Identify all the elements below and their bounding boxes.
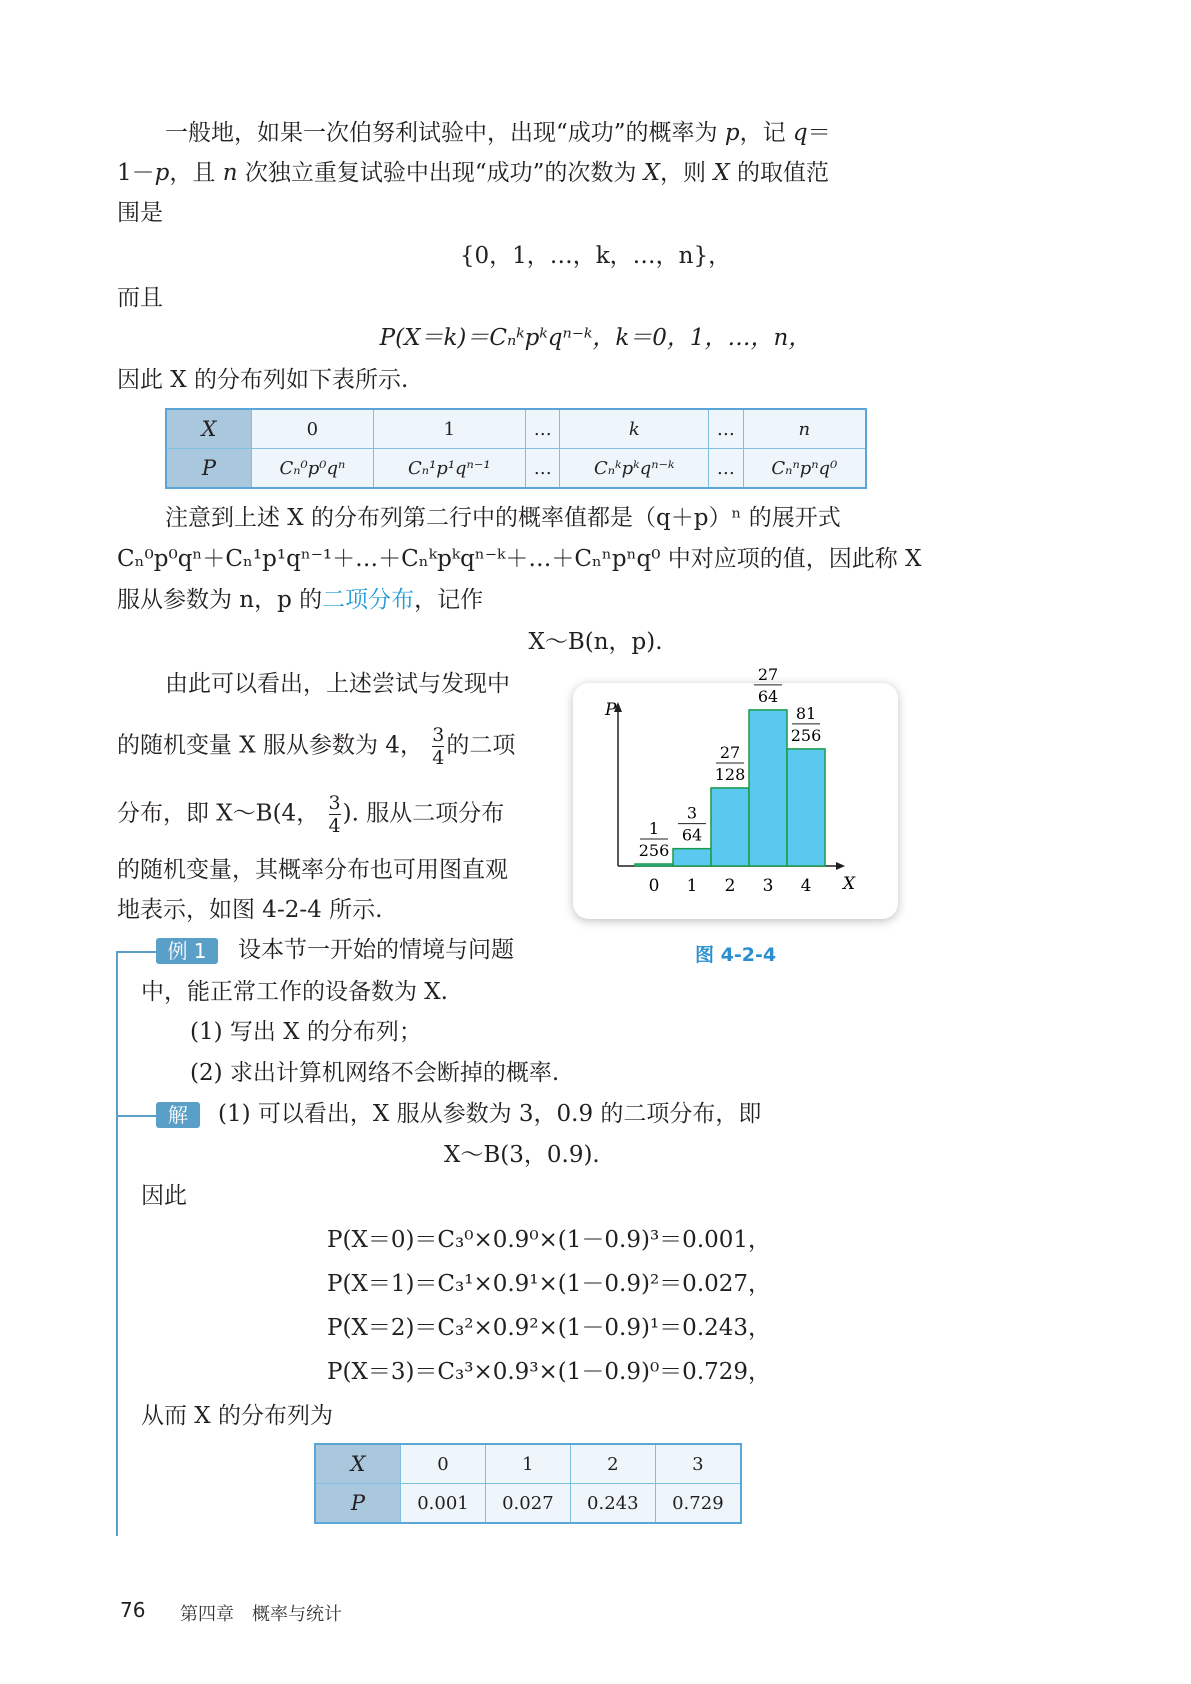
table-cell: … <box>525 449 560 489</box>
fraction-denominator: 4 <box>328 815 341 837</box>
text: 的随机变量 X 服从参数为 4， <box>117 732 423 759</box>
probability-histogram <box>573 664 898 919</box>
and-text: 而且 <box>117 285 163 311</box>
histogram-bar <box>673 849 711 866</box>
text: 次独立重复试验中出现“成功”的次数为 <box>237 160 644 186</box>
table-cell: … <box>525 409 560 449</box>
table-cell: 0 <box>401 1444 486 1484</box>
x-tick-label: 0 <box>648 876 660 896</box>
solution-conclusion: 从而 X 的分布列为 <box>141 1403 333 1429</box>
figure-caption: 图 4-2-4 <box>695 944 777 966</box>
text: ，记作 <box>414 587 484 613</box>
table-cell: X <box>166 409 252 449</box>
example-question1: (1) 写出 X 的分布列； <box>190 1019 422 1045</box>
text: ). 服从二项分布 <box>342 800 505 827</box>
table-cell: 0 <box>252 409 374 449</box>
table-cell: k <box>560 409 709 449</box>
text: 一般地，如果一次伯努利试验中，出现“成功”的概率为 <box>165 120 725 146</box>
x-tick-label: 3 <box>762 876 774 896</box>
table-cell: 1 <box>485 1444 570 1484</box>
figure-card <box>573 664 898 919</box>
table-cell: 2 <box>570 1444 655 1484</box>
text: 1－ <box>117 160 155 186</box>
para2-line2: Cₙ⁰p⁰qⁿ＋Cₙ¹p¹qⁿ⁻¹＋…＋Cₙᵏpᵏqⁿ⁻ᵏ＋…＋Cₙⁿpⁿq⁰ 中对应项的值，因此称 X <box>117 546 922 572</box>
solution-therefore: 因此 <box>141 1183 187 1209</box>
var-n: n <box>222 160 238 186</box>
para3-line3 <box>117 792 504 837</box>
fraction-numerator: 3 <box>432 724 445 746</box>
example-question2: (2) 求出计算机网络不会断掉的概率. <box>190 1060 560 1086</box>
text: 的二项 <box>446 732 516 759</box>
histogram-bar <box>787 749 825 866</box>
table-cell: X <box>315 1444 401 1484</box>
x-tick-label: 2 <box>724 876 736 896</box>
table-row <box>166 409 866 449</box>
para1-line1 <box>165 118 831 148</box>
table-cell: 0.001 <box>401 1484 486 1524</box>
example-line1: 设本节一开始的情境与问题 <box>238 937 514 963</box>
table-cell: 1 <box>373 409 525 449</box>
table-cell: n <box>743 409 866 449</box>
table-cell: Cₙᵏpᵏqⁿ⁻ᵏ <box>560 449 709 489</box>
example-line2: 中，能正常工作的设备数为 X. <box>141 979 448 1005</box>
divider <box>116 951 156 953</box>
fraction <box>329 792 341 837</box>
equation-1: P(X＝1)＝C₃¹×0.9¹×(1－0.9)²＝0.027， <box>327 1271 772 1297</box>
y-axis-label: P <box>605 700 617 720</box>
para3-line5: 地表示，如图 4-2-4 所示. <box>117 897 383 923</box>
para1-line2 <box>117 158 829 188</box>
text: ，且 <box>169 160 223 186</box>
table-row <box>166 449 866 489</box>
para2-line3 <box>117 585 483 615</box>
equation-3: P(X＝3)＝C₃³×0.9³×(1－0.9)⁰＝0.729， <box>327 1359 772 1385</box>
table-cell: 0.027 <box>485 1484 570 1524</box>
table-cell: P <box>315 1484 401 1524</box>
var-x: X <box>713 160 730 186</box>
table-cell: … <box>709 409 744 449</box>
var-x: X <box>643 160 661 186</box>
example-rule <box>116 951 118 1536</box>
set-expression: {0，1，…，k，…，n}， <box>459 243 732 269</box>
equation-2: P(X＝2)＝C₃²×0.9²×(1－0.9)¹＝0.243， <box>327 1315 772 1341</box>
chapter-title: 第四章 概率与统计 <box>180 1604 342 1625</box>
solution-tag: 解 <box>156 1102 200 1128</box>
para3-line4: 的随机变量，其概率分布也可用图直观 <box>117 857 508 883</box>
x-axis-label: X <box>843 874 856 894</box>
bar-label-denominator: 128 <box>714 764 746 784</box>
text: 分布，即 X～B(4， <box>117 800 320 827</box>
bar-label-numerator: 27 <box>757 664 779 684</box>
histogram-bar <box>711 788 749 866</box>
table-row <box>315 1444 741 1484</box>
distribution-table-example <box>314 1443 742 1524</box>
text: ，则 <box>660 160 714 186</box>
text: 的取值范 <box>729 160 830 186</box>
bar-label-numerator: 3 <box>686 803 698 823</box>
bar-label-numerator: 27 <box>719 742 741 762</box>
bar-label-denominator: 256 <box>790 725 822 745</box>
var-q: q <box>792 120 808 146</box>
x-axis-arrow <box>836 862 845 870</box>
var-p: p <box>724 120 740 146</box>
table-cell: 0.729 <box>655 1484 741 1524</box>
therefore-text: 因此 X 的分布列如下表所示. <box>117 367 409 393</box>
bar-label-denominator: 64 <box>681 825 703 845</box>
table-cell: 0.243 <box>570 1484 655 1524</box>
keyword-binomial: 二项分布 <box>322 587 415 613</box>
page-number: 76 <box>120 1598 146 1622</box>
divider <box>116 1115 156 1117</box>
table-cell: … <box>709 449 744 489</box>
solution-line1: (1) 可以看出，X 服从参数为 3，0.9 的二项分布，即 <box>218 1101 762 1127</box>
text: ＝ <box>807 120 831 146</box>
para1-line3: 围是 <box>117 200 163 226</box>
x-tick-label: 1 <box>686 876 698 896</box>
para2-line1: 注意到上述 X 的分布列第二行中的概率值都是（q＋p）ⁿ 的展开式 <box>165 505 841 531</box>
table-cell: 3 <box>655 1444 741 1484</box>
para3-line1: 由此可以看出，上述尝试与发现中 <box>165 671 510 697</box>
table-cell: Cₙ⁰p⁰qⁿ <box>252 449 374 489</box>
text: ，记 <box>739 120 793 146</box>
bar-label-numerator: 81 <box>795 703 817 723</box>
fraction-numerator: 3 <box>328 792 341 814</box>
solution-notation: X～B(3，0.9). <box>444 1142 600 1168</box>
table-row <box>315 1484 741 1524</box>
table-cell: Cₙⁿpⁿq⁰ <box>743 449 866 489</box>
probability-formula: P(X＝k)＝Cₙᵏpᵏqⁿ⁻ᵏ，k＝0，1，…，n， <box>379 325 812 351</box>
bar-label-denominator: 64 <box>757 686 779 706</box>
table-cell: P <box>166 449 252 489</box>
text: 服从参数为 n，p 的 <box>117 587 323 613</box>
para3-line2 <box>117 724 515 769</box>
example-tag: 例 1 <box>156 938 218 964</box>
histogram-bar <box>635 864 673 866</box>
bar-label-denominator: 256 <box>638 841 670 860</box>
fraction <box>432 724 444 769</box>
var-p: p <box>154 160 170 186</box>
equation-0: P(X＝0)＝C₃⁰×0.9⁰×(1－0.9)³＝0.001， <box>327 1227 772 1253</box>
distribution-table-general <box>165 408 867 489</box>
x-tick-label: 4 <box>800 876 812 896</box>
histogram-bar <box>749 710 787 866</box>
binomial-notation: X～B(n，p). <box>528 629 663 655</box>
table-cell: Cₙ¹p¹qⁿ⁻¹ <box>373 449 525 489</box>
fraction-denominator: 4 <box>432 747 445 769</box>
bar-label-numerator: 1 <box>648 819 660 838</box>
